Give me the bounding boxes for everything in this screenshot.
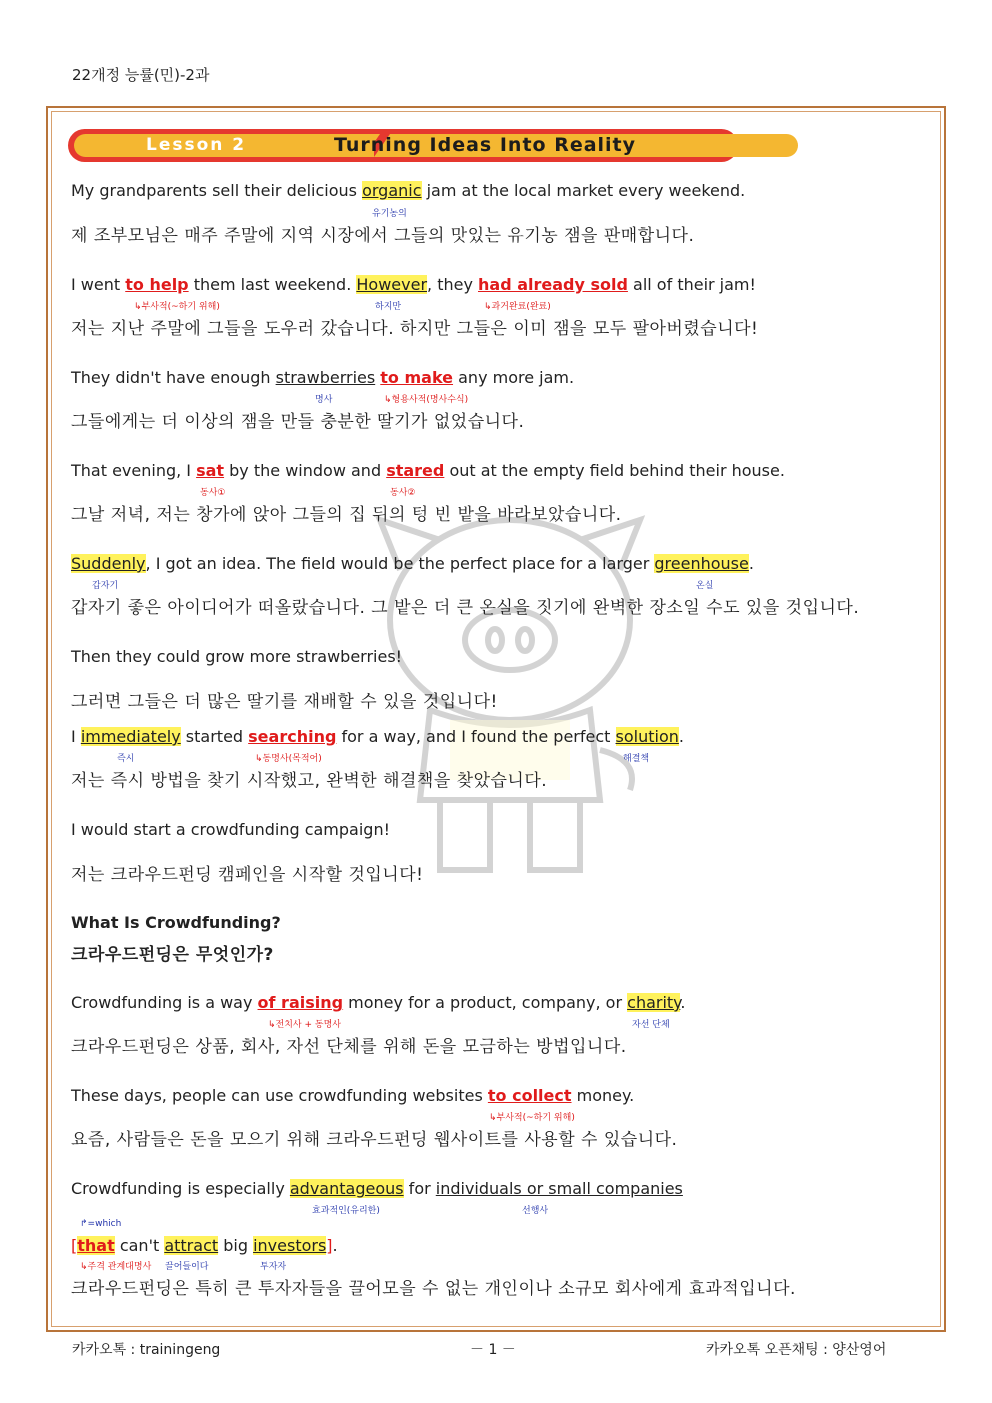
note-of-raising: ↳전치사 + 동명사 [268, 1020, 341, 1030]
translation-6: 그러면 그들은 더 많은 딸기를 재배할 수 있을 것입니다! [71, 692, 498, 712]
sentence-3: They didn't have enough strawberries to make any more jam. [71, 368, 575, 387]
lesson-title: Turning Ideas Into Reality [334, 134, 637, 156]
translation-8: 저는 크라우드펀딩 캠페인을 시작할 것입니다! [71, 865, 424, 885]
translation-4: 그날 저녁, 저는 창가에 앉아 그들의 집 뒤의 텅 빈 밭을 바라보았습니다. [71, 505, 622, 525]
translation-11: 요즘, 사람들은 돈을 모으기 위해 크라우드펀딩 웹사이트를 사용할 수 있습니다. [71, 1130, 678, 1150]
note-organic: 유기농의 [372, 209, 407, 219]
sentence-1: My grandparents sell their delicious organic jam at the local market every weekend. [71, 181, 746, 200]
sentence-2: I went to help them last weekend. However, they had already sold all of their jam! [71, 275, 756, 294]
note-strawberries: 명사 [315, 395, 333, 405]
note-suddenly: 갑자기 [92, 581, 119, 591]
note-sat: 동사① [200, 488, 226, 498]
note-to-collect: ↳부사적(~하기 위해) [489, 1113, 575, 1123]
sentence-12a: Crowdfunding is especially advantageous for individuals or small companies [71, 1179, 683, 1198]
note-had-sold: ↳과거완료(완료) [484, 302, 551, 312]
note-investors: 투자자 [260, 1262, 287, 1272]
page-number: － 1 － [470, 1342, 516, 1358]
footer-left: 카카오톡 : trainingeng [72, 1342, 221, 1358]
sentence-10: Crowdfunding is a way of raising money for a product, company, or charity. [71, 993, 686, 1012]
lesson-banner [68, 129, 738, 162]
sentence-12b: [that can't attract big investors]. [71, 1236, 338, 1255]
note-attract: 끌어들이다 [165, 1262, 209, 1272]
note-to-help: ↳부사적(~하기 위해) [134, 302, 220, 312]
note-solution: 해결책 [623, 754, 650, 764]
sentence-5: Suddenly, I got an idea. The field would be the perfect place for a larger greenhouse. [71, 554, 754, 573]
sentence-11: These days, people can use crowdfunding websites to collect money. [71, 1086, 635, 1105]
section-heading: What Is Crowdfunding? [71, 913, 281, 932]
note-charity: 자선 단체 [632, 1020, 670, 1030]
translation-2: 저는 지난 주말에 그들을 도우러 갔습니다. 하지만 그들은 이미 잼을 모두 팔아버렸습니다! [71, 319, 759, 339]
note-to-make: ↳형용사적(명사수식) [384, 395, 469, 405]
translation-7: 저는 즉시 방법을 찾기 시작했고, 완벽한 해결책을 찾았습니다. [71, 771, 548, 791]
note-greenhouse: 온실 [696, 581, 714, 591]
note-advantageous: 효과적인(유리한) [312, 1206, 380, 1216]
note-immediately: 즉시 [117, 754, 135, 764]
sentence-7: I immediately started searching for a way, and I found the perfect solution. [71, 727, 684, 746]
note-however: 하지만 [375, 302, 402, 312]
note-searching: ↳동명사(목적어) [255, 754, 322, 764]
translation-10: 크라우드펀딩은 상품, 회사, 자선 단체를 위해 돈을 모금하는 방법입니다. [71, 1037, 627, 1057]
note-stared: 동사② [390, 488, 416, 498]
sentence-4: That evening, I sat by the window and stared out at the empty field behind their house. [71, 461, 785, 480]
sentence-8: I would start a crowdfunding campaign! [71, 820, 391, 839]
note-antecedent: 선행사 [522, 1206, 549, 1216]
note-which: ↱=which [80, 1219, 122, 1229]
note-relative-pronoun: ↳주격 관계대명사 [80, 1262, 152, 1272]
document-header: 22개정 능률(민)-2과 [72, 66, 210, 84]
lesson-number: Lesson 2 [146, 135, 247, 155]
footer-right: 카카오톡 오픈채팅 : 양산영어 [706, 1342, 887, 1358]
translation-1: 제 조부모님은 매주 주말에 지역 시장에서 그들의 맛있는 유기농 잼을 판매합니다. [71, 226, 695, 246]
sentence-6: Then they could grow more strawberries! [71, 647, 403, 666]
section-heading-translation: 크라우드펀딩은 무엇인가? [71, 945, 274, 965]
translation-12: 크라우드펀딩은 특히 큰 투자자들을 끌어모을 수 없는 개인이나 소규모 회사에게 효과적입니다. [71, 1279, 796, 1299]
translation-3: 그들에게는 더 이상의 잼을 만들 충분한 딸기가 없었습니다. [71, 412, 525, 432]
translation-5: 갑자기 좋은 아이디어가 떠올랐습니다. 그 밭은 더 큰 온실을 짓기에 완벽한 장소일 수도 있을 것입니다. [71, 598, 860, 618]
